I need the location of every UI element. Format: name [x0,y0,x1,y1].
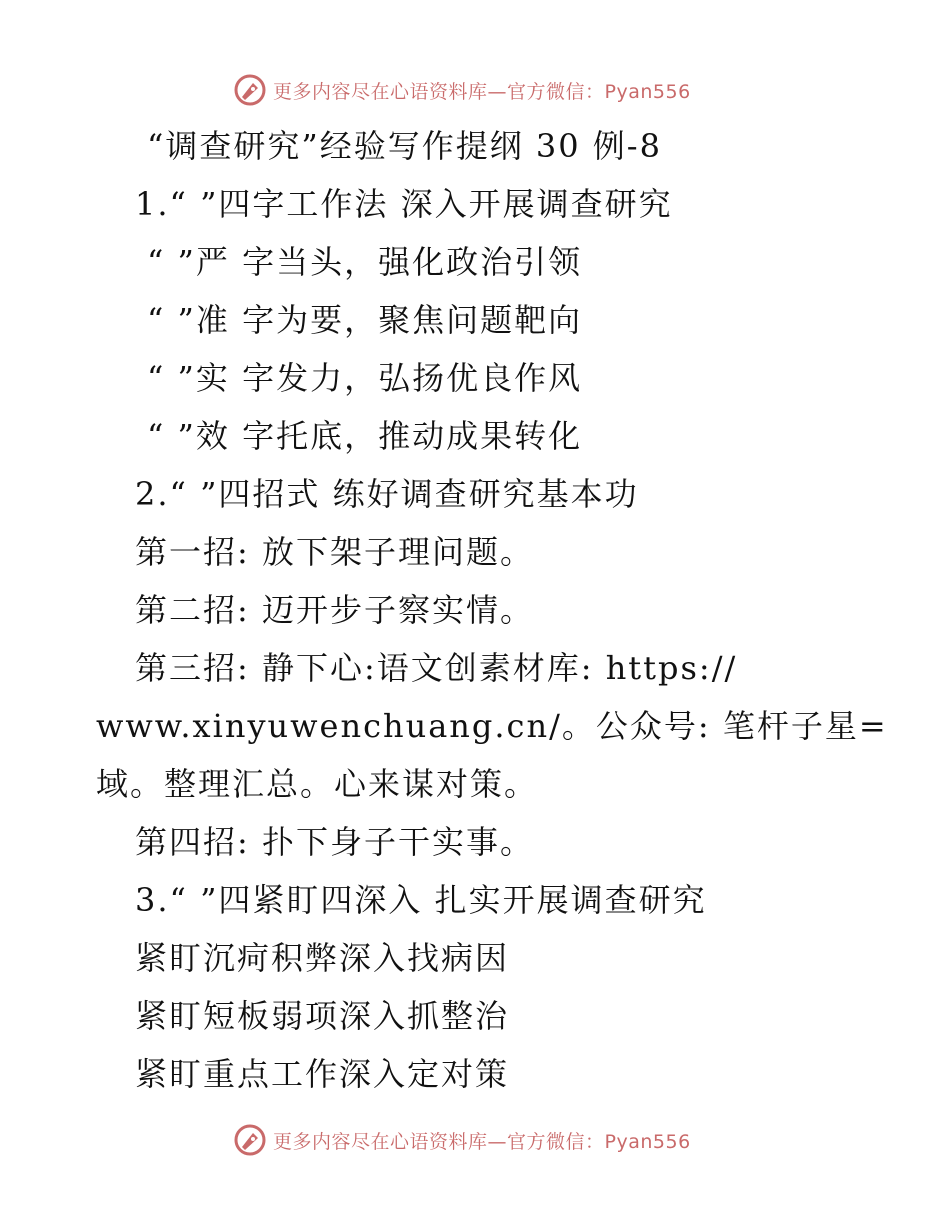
watermark-text: 更多内容尽在心语资料库—官方微信：Pyan556 [273,80,691,103]
list-item: 紧盯短板弱项深入抓整治 [135,997,510,1035]
list-item: “ ”准 字为要，聚焦问题靶向 [147,301,583,339]
list-item: 第四招: 扑下身子干实事。 [135,823,534,861]
watermark-text: 更多内容尽在心语资料库—官方微信：Pyan556 [273,1130,691,1153]
list-item: 第一招: 放下架子理问题。 [135,533,534,571]
list-item-continuation: www.xinyuwenchuang.cn/。公众号: 笔杆子星= [96,707,888,745]
pen-logo-icon [233,73,267,107]
list-item: 第三招: 静下心:语文创素材库: https:// [135,649,738,687]
section-heading-1: 1.“ ”四字工作法 深入开展调查研究 [135,185,673,223]
list-item-continuation: 域。整理汇总。心来谋对策。 [96,765,539,803]
watermark-header [233,72,691,108]
list-item: “ ”严 字当头，强化政治引领 [147,243,583,281]
list-item: 紧盯重点工作深入定对策 [135,1055,510,1093]
document-title: “调查研究”经验写作提纲 30 例-8 [147,127,662,165]
list-item: “ ”实 字发力，弘扬优良作风 [147,359,583,397]
list-item: 紧盯沉疴积弊深入找病因 [135,939,510,977]
watermark-footer [233,1122,691,1158]
list-item: 第二招: 迈开步子察实情。 [135,591,534,629]
section-heading-2: 2.“ ”四招式 练好调查研究基本功 [135,475,639,513]
pen-logo-icon [233,1123,267,1157]
section-heading-3: 3.“ ”四紧盯四深入 扎实开展调查研究 [135,881,707,919]
list-item: “ ”效 字托底，推动成果转化 [147,417,583,455]
